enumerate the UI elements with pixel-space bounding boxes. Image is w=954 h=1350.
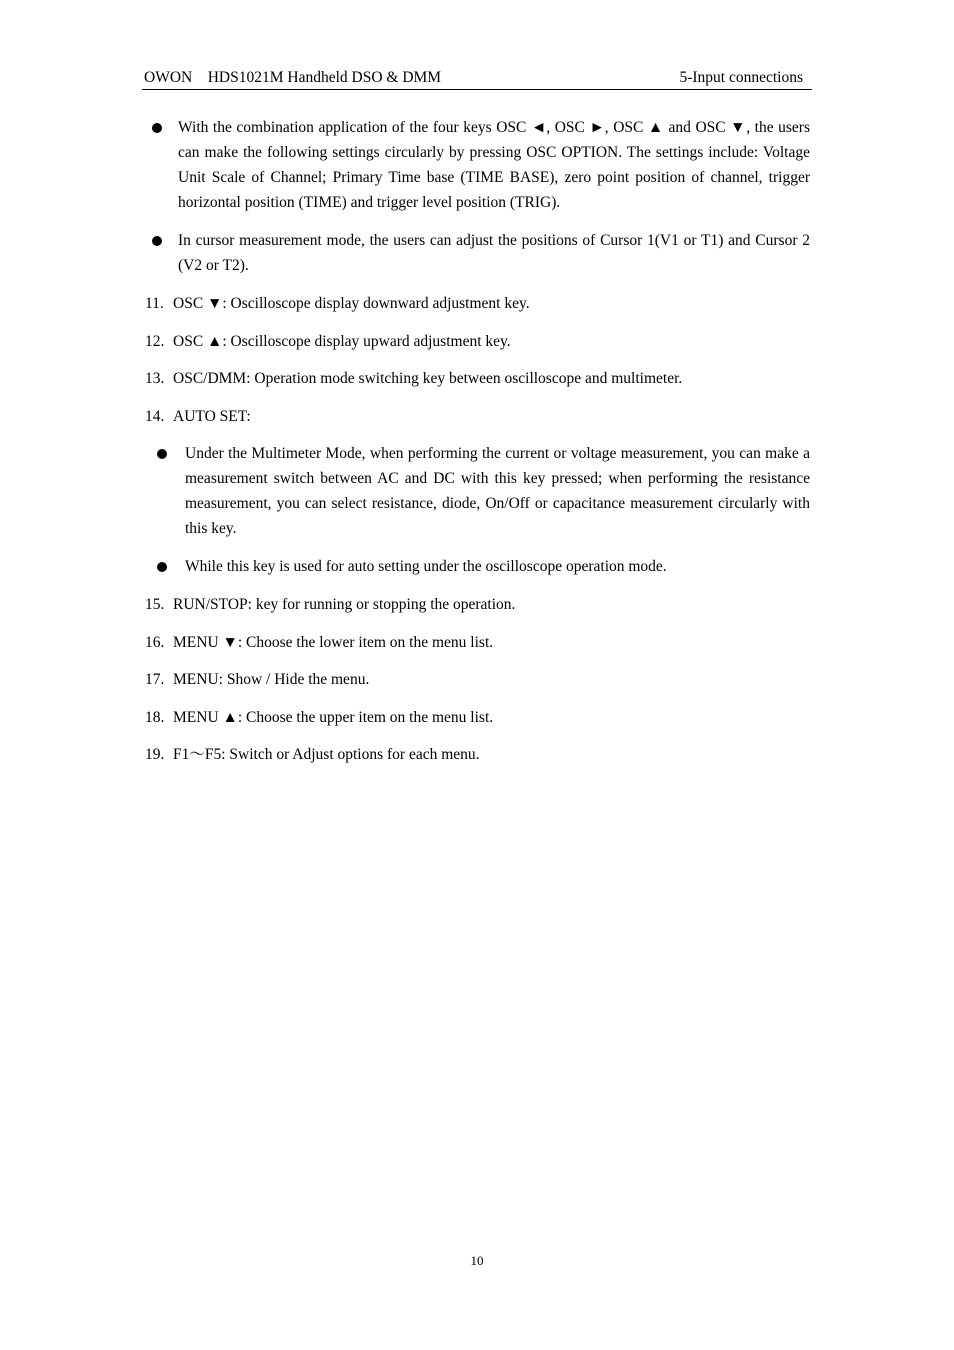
item-text: MENU ▲: Choose the upper item on the menu list. <box>173 708 494 726</box>
numbered-item <box>142 291 810 316</box>
page-number: 10 <box>470 1253 484 1268</box>
header-title: OWON HDS1021M Handheld DSO & DMM <box>144 69 442 86</box>
list-item <box>142 115 810 215</box>
item-number: 16. <box>145 633 165 651</box>
numbered-item <box>142 404 810 429</box>
item-text: MENU: Show / Hide the menu. <box>173 671 370 688</box>
numbered-item <box>142 592 810 617</box>
item-number: 14. <box>145 407 165 425</box>
item-number: 19. <box>145 746 165 763</box>
bullet-icon <box>157 449 167 459</box>
list-item <box>142 554 810 579</box>
list-item <box>142 441 810 541</box>
page-header <box>142 66 812 90</box>
numbered-item <box>142 705 810 730</box>
item-text: OSC/DMM: Operation mode switching key between oscilloscope and multimeter. <box>173 370 683 387</box>
item-text: AUTO SET: <box>173 407 251 425</box>
bullet-text: With the combination application of the four keys OSC ◄, OSC ►, OSC ▲ and OSC ▼, the users can make the following settings circularly by pressing OSC OPTION. The settings include: Voltage Unit Scale of Channel; Primary Time base (TIME BASE), zero point position of channel, trigger horizontal position (TIME) and trigger level position (TRIG). <box>178 119 810 211</box>
item-text: OSC ▲: Oscilloscope display upward adjustment key. <box>173 332 511 350</box>
bullet-text: Under the Multimeter Mode, when performing the current or voltage measurement, you can make a measurement switch between AC and DC with this key pressed; when performing the resistance measurement, you can select resistance, diode, On/Off or capacitance measurement circularly with this key. <box>185 445 810 537</box>
bullet-icon <box>152 236 162 246</box>
item-number: 18. <box>145 708 165 726</box>
item-text: F1～F5: Switch or Adjust options for each menu. <box>173 746 480 763</box>
item-text: RUN/STOP: key for running or stopping the operation. <box>173 596 516 613</box>
item-number: 11. <box>145 295 164 312</box>
bullet-text: In cursor measurement mode, the users can adjust the positions of Cursor 1(V1 or T1) and Cursor 2 (V2 or T2). <box>178 232 810 274</box>
item-number: 17. <box>145 671 165 688</box>
item-text: MENU ▼: Choose the lower item on the menu list. <box>173 633 494 651</box>
list-item <box>142 228 810 278</box>
item-text: OSC ▼: Oscilloscope display downward adjustment key. <box>173 295 530 312</box>
numbered-item <box>142 667 810 692</box>
item-number: 13. <box>145 370 165 387</box>
numbered-item <box>142 366 810 391</box>
page-content <box>142 115 810 780</box>
numbered-item <box>142 329 810 354</box>
numbered-item <box>142 742 810 767</box>
bullet-text: While this key is used for auto setting under the oscilloscope operation mode. <box>185 558 667 575</box>
header-section: 5-Input connections <box>679 69 803 86</box>
bullet-icon <box>157 562 167 572</box>
numbered-item <box>142 630 810 655</box>
bullet-icon <box>152 123 162 133</box>
item-number: 15. <box>145 596 165 613</box>
item-number: 12. <box>145 332 165 350</box>
